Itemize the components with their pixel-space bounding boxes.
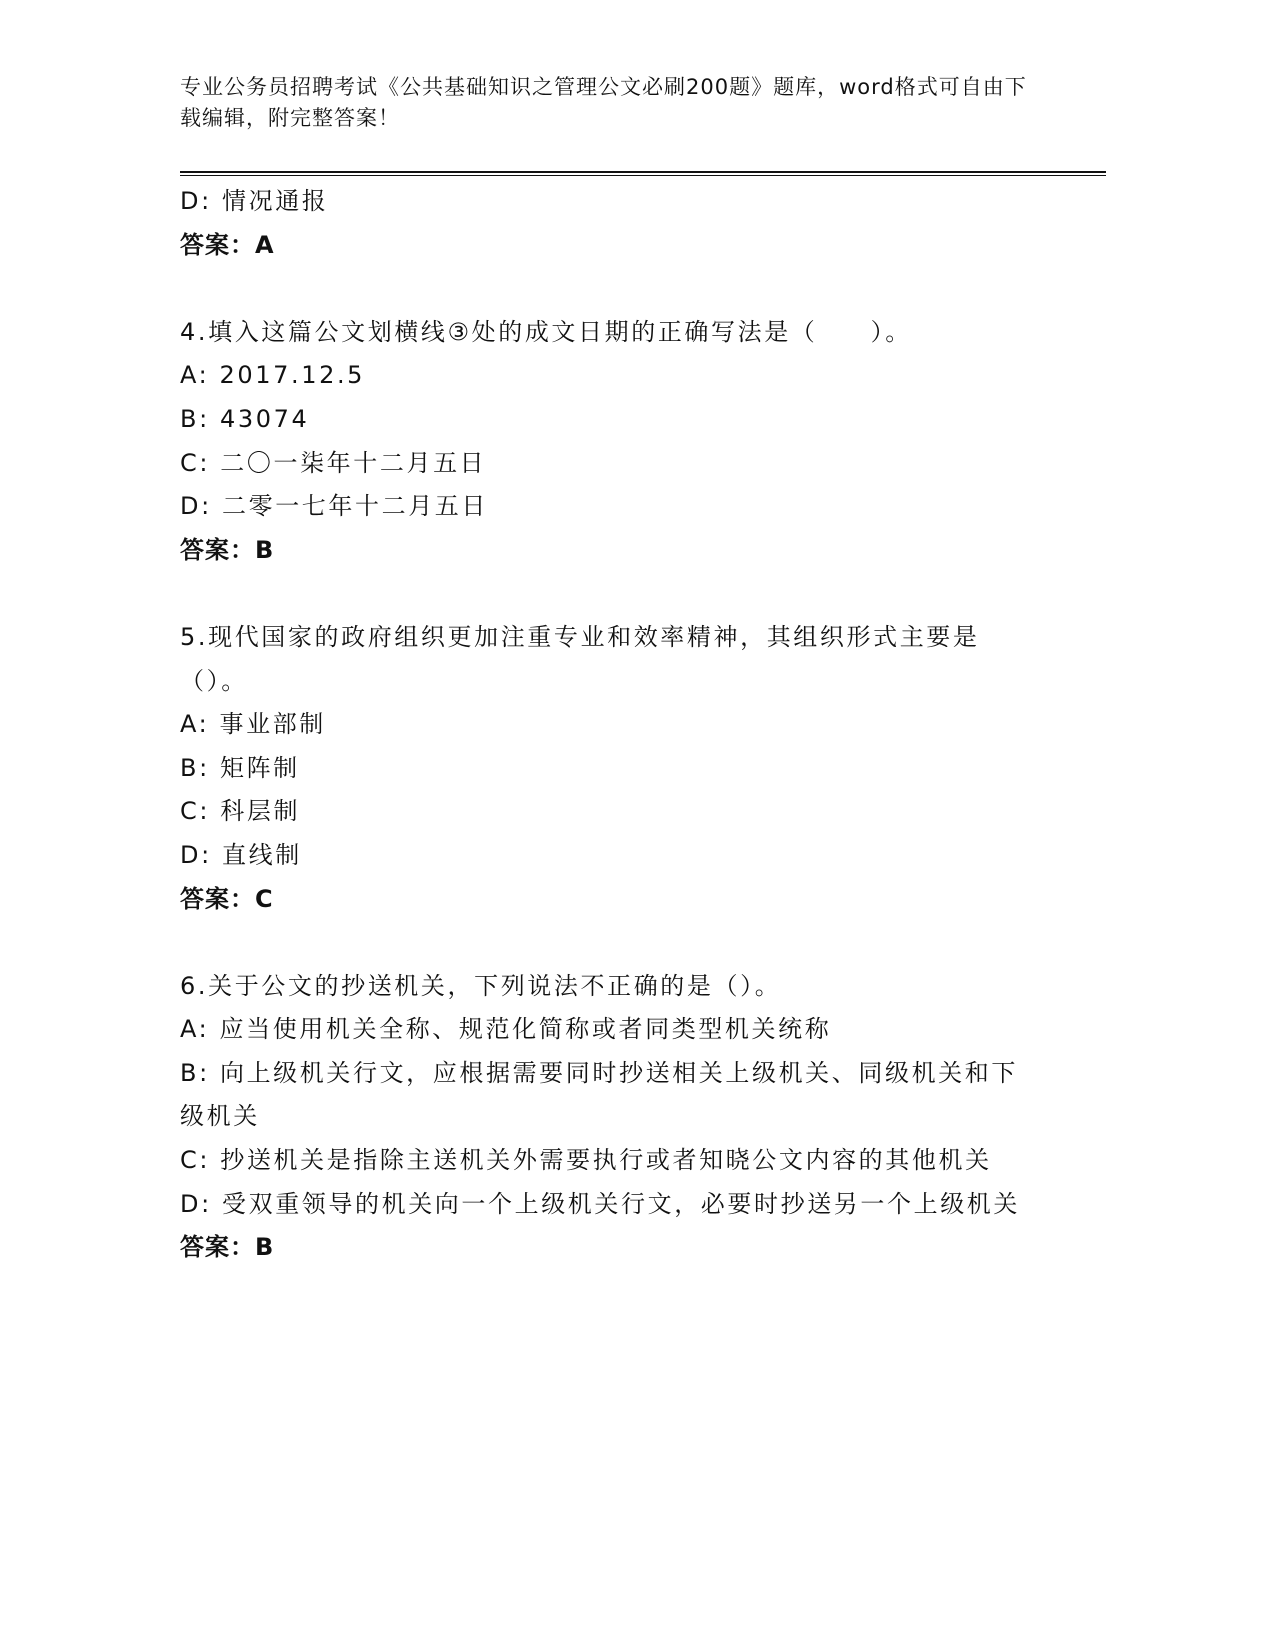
option-b: B: 向上级机关行文，应根据需要同时抄送相关上级机关、同级机关和下级机关 xyxy=(180,1058,1018,1131)
question-4 xyxy=(180,311,1032,573)
option-c: C: 抄送机关是指除主送机关外需要执行或者知晓公文内容的其他机关 xyxy=(180,1146,992,1175)
question-3-tail xyxy=(180,180,1032,267)
question-stem: 4.填入这篇公文划横线③处的成文日期的正确写法是（ ）。 xyxy=(180,317,912,346)
document-header: 专业公务员招聘考试《公共基础知识之管理公文必刷200题》题库，word格式可自由下载编辑，附完整答案！ xyxy=(180,75,1027,130)
option-d: D: 二零一七年十二月五日 xyxy=(180,492,488,521)
question-5 xyxy=(180,616,1032,921)
option-a: A: 事业部制 xyxy=(180,710,326,739)
option-a: A: 2017.12.5 xyxy=(180,361,366,390)
option-c: C: 二〇一柒年十二月五日 xyxy=(180,448,487,477)
option-c: C: 科层制 xyxy=(180,797,301,826)
option-b: B: 矩阵制 xyxy=(180,753,300,782)
answer: 答案：A xyxy=(180,230,275,259)
question-stem: 6.关于公文的抄送机关，下列说法不正确的是（）。 xyxy=(180,971,782,1000)
header-divider xyxy=(180,171,1106,176)
answer: 答案：B xyxy=(180,1233,275,1262)
option-d: D: 情况通报 xyxy=(180,187,329,215)
option-d: D: 受双重领导的机关向一个上级机关行文，必要时抄送另一个上级机关 xyxy=(180,1189,1020,1218)
question-6 xyxy=(180,965,1032,1270)
question-stem: 5.现代国家的政府组织更加注重专业和效率精神，其组织形式主要是（）。 xyxy=(180,622,980,695)
option-a: A: 应当使用机关全称、规范化简称或者同类型机关统称 xyxy=(180,1015,832,1044)
question-list xyxy=(180,180,1032,1270)
option-b: B: 43074 xyxy=(180,404,310,433)
answer: 答案：B xyxy=(180,535,275,564)
option-d: D: 直线制 xyxy=(180,840,302,869)
answer: 答案：C xyxy=(180,884,274,913)
